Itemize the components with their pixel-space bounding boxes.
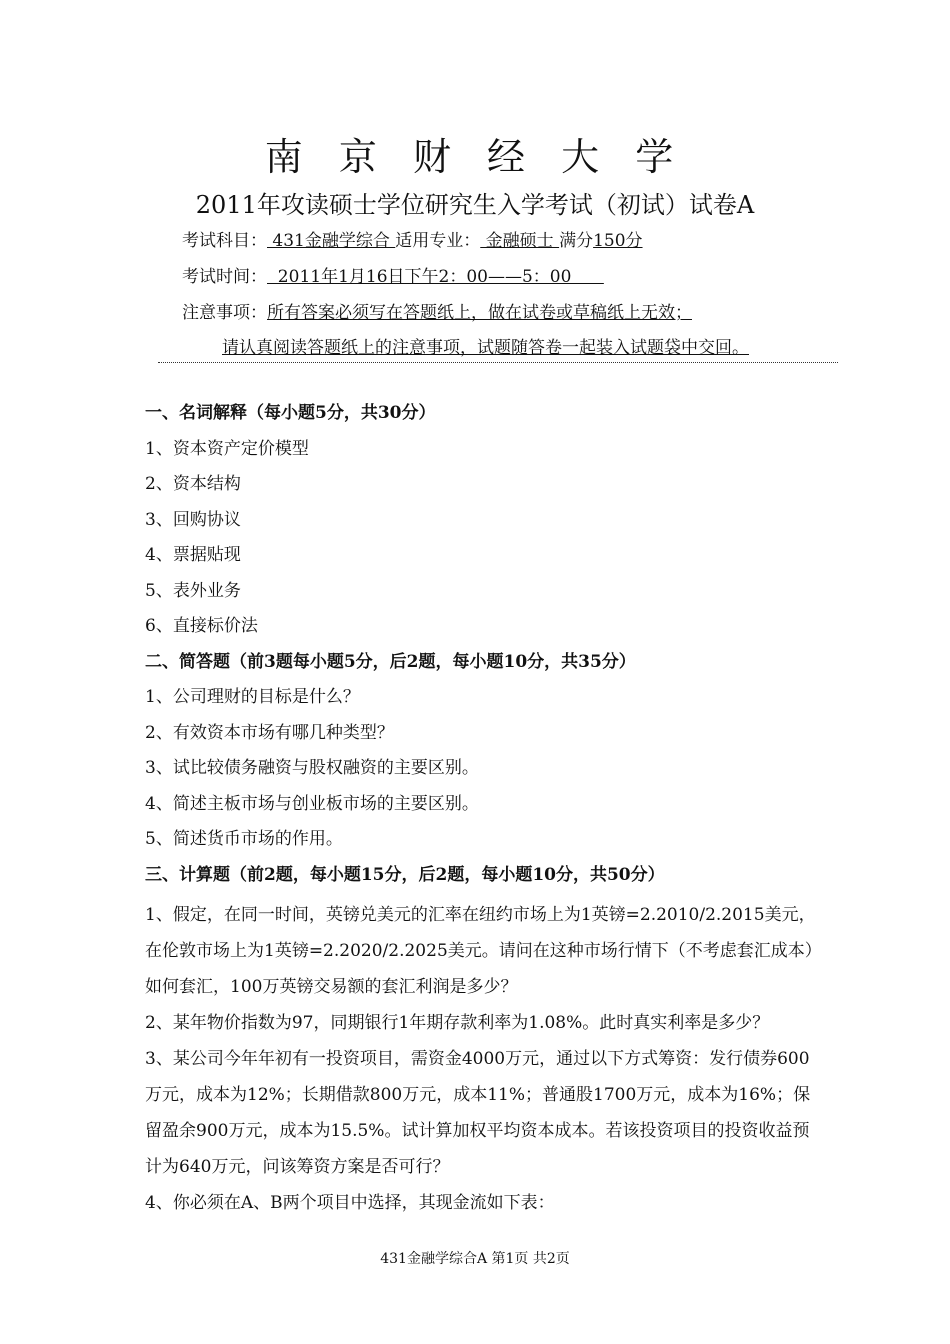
calc-question-2: 2、某年物价指数为97，同期银行1年期存款利率为1.08%。此时真实利率是多少？ [145, 1013, 770, 1033]
subject-value: 431金融学综合 [267, 231, 396, 251]
score-label: 满分 [559, 231, 594, 251]
exam-title: 2011年攻读硕士学位研究生入学考试（初试）试卷A [195, 191, 755, 219]
header-divider [158, 362, 838, 363]
page-footer: 431金融学综合A 第1页 共2页 [380, 1251, 570, 1267]
exam-time-line [182, 262, 604, 287]
calc-question-4: 4、你必须在A、B两个项目中选择，其现金流如下表： [145, 1193, 555, 1213]
notice-text-2: 请认真阅读答题纸上的注意事项，试题随答卷一起装入试题袋中交回。 [222, 338, 749, 358]
major-label: 适用专业： [395, 231, 481, 251]
question-item: 2、资本结构 [145, 474, 241, 494]
question-item: 3、回购协议 [145, 509, 241, 530]
question-item: 4、简述主板市场与创业板市场的主要区别。 [145, 793, 479, 814]
calc-question-3: 3、某公司今年年初有一投资项目，需资金4000万元，通过以下方式筹资：发行债券600万元，成本为12%；长期借款800万元，成本11%；普通股1700万元，成本为16%；保留盈余900万元，成本为15.5%。试计算加权平均资本成本。若该投资项目的投资收益预计为640万元，问该筹资方案是否可行？ [145, 1049, 811, 1177]
subject-label: 考试科目： [182, 231, 267, 251]
section-3-heading: 三、计算题（前2题，每小题15分，后2题，每小题10分，共50分） [145, 864, 665, 885]
university-title: 南 京 财 经 大 学 [264, 135, 686, 179]
notice-line-2 [222, 333, 749, 358]
calc-question-1: 1、假定，在同一时间，英镑兑美元的汇率在纽约市场上为1英镑=2.2010/2.2015美元，在伦敦市场上为1英镑=2.2020/2.2025美元。请问在这种市场行情下（不考虑套汇成本）如何套汇，100万英镑交易额的套汇利润是多少？ [145, 905, 822, 997]
notice-label: 注意事项： [182, 303, 267, 323]
major-value: 金融硕士 [480, 231, 560, 251]
notice-line [182, 298, 692, 323]
exam-subject-line [182, 226, 643, 251]
question-item: 4、票据贴现 [145, 545, 241, 565]
notice-text-1: 所有答案必须写在答题纸上，做在试卷或草稿纸上无效； [267, 303, 692, 323]
question-item: 6、直接标价法 [145, 616, 258, 636]
time-value: 2011年1月16日下午2：00——5：00 [267, 267, 604, 287]
question-item: 1、资本资产定价模型 [145, 438, 309, 459]
question-item: 5、简述货币市场的作用。 [145, 829, 343, 849]
question-item: 3、试比较债务融资与股权融资的主要区别。 [145, 758, 479, 778]
score-value: 150分 [593, 231, 643, 251]
exam-body [145, 400, 825, 1221]
section-1-heading: 一、名词解释（每小题5分，共30分） [145, 403, 436, 423]
question-item: 5、表外业务 [145, 580, 241, 601]
section-2-heading: 二、简答题（前3题每小题5分，后2题，每小题10分，共35分） [145, 651, 636, 672]
time-label: 考试时间： [182, 267, 267, 287]
question-item: 2、有效资本市场有哪几种类型？ [145, 722, 394, 743]
question-item: 1、公司理财的目标是什么？ [145, 687, 360, 707]
